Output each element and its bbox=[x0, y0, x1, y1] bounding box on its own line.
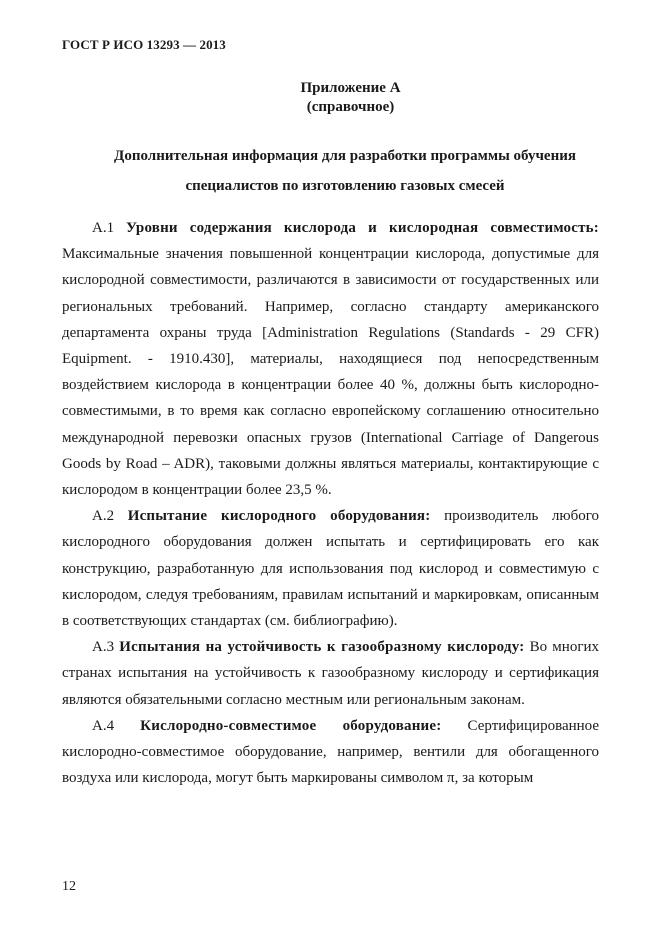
document-header: ГОСТ Р ИСО 13293 — 2013 bbox=[62, 37, 226, 52]
paragraph-number: А.2 bbox=[92, 508, 115, 525]
page-number: 12 bbox=[62, 879, 76, 894]
appendix-subtitle: (справочное) bbox=[306, 99, 395, 115]
paragraph-number: А.3 bbox=[92, 639, 115, 656]
paragraph-number: А.4 bbox=[92, 717, 115, 734]
appendix-title: Приложение А bbox=[300, 80, 401, 96]
paragraph-text: производитель любого кислородного оборудования должен испытать и сертифицировать его как конструкцию, разработанную для использования под кислород и совместимую с кислородом, следуя требованиям, правилам испытаний и маркировкам, описанным в соответствующих стандартах (см. библиографию). bbox=[62, 508, 599, 630]
appendix-heading bbox=[0, 79, 661, 117]
paragraph-a1 bbox=[62, 215, 599, 503]
paragraph-heading: Уровни содержания кислорода и кислородная совместимость: bbox=[125, 220, 599, 236]
paragraph-heading: Кислородно-совместимое оборудование: bbox=[140, 717, 442, 734]
section-title-line-2: специалистов по изготовлению газовых смесей bbox=[185, 178, 505, 194]
paragraph-heading: Испытания на устойчивость к газообразному кислороду: bbox=[119, 639, 525, 656]
paragraph-text: Максимальные значения повышенной концентрации кислорода, допустимые для кислородной совместимости, различаются в зависимости от государственных или региональных требований. Например, согласно стандарту американского департамента охраны труда [Administration Regulations (Standards - 29 CFR) Equipment. - 1910.430], материалы, находящиеся под непосредственным воздействием кислорода в концентрации более 40 %, должны быть кислородно-совместимыми, в то время как согласно европейскому соглашению относительно международной перевозки опасных грузов (International Carriage of Dangerous Goods by Road – ADR), таковыми должны являться материалы, контактирующие с кислородом в концентрации более 23,5 %. bbox=[62, 246, 599, 499]
section-title-line-1: Дополнительная информация для разработки программы обучения bbox=[114, 148, 576, 164]
section-title bbox=[62, 141, 598, 201]
paragraph-text: Сертифицированное кислородно-совместимое оборудование, например, вентили для обогащенного воздуха или кислорода, могут быть маркированы символом π, за которым bbox=[62, 717, 600, 787]
paragraph-a2 bbox=[62, 503, 599, 634]
paragraph-a4 bbox=[62, 713, 599, 792]
paragraph-a3 bbox=[62, 634, 599, 713]
paragraph-text: Во многих странах испытания на устойчивость к газообразному кислороду и сертификация являются обязательными согласно местным или региональным законам. bbox=[62, 639, 600, 708]
paragraph-heading: Испытание кислородного оборудования: bbox=[127, 508, 431, 525]
body-text bbox=[62, 215, 599, 791]
paragraph-number: А.1 bbox=[92, 220, 115, 236]
